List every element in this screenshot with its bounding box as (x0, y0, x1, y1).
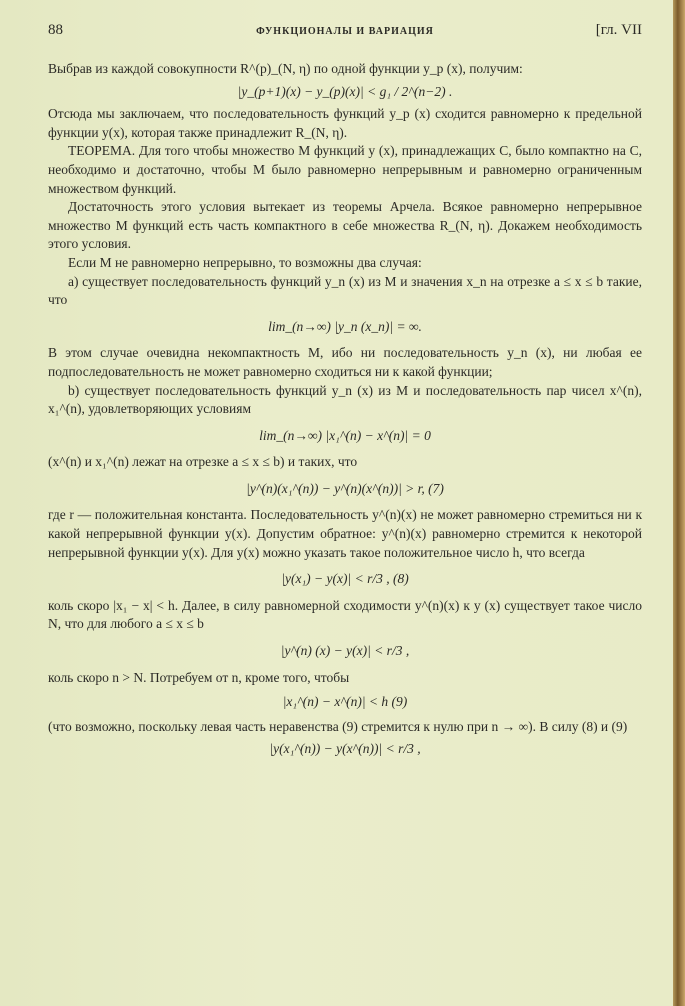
paragraph: В этом случае очевидна некомпактность M, ибо ни последовательность y_n (x), ни любая ее подпоследовательность не может равномерно сходиться ни к какой функции; (48, 345, 642, 379)
page-number: 88 (48, 22, 63, 38)
formula-7: |y^(n)(x₁^(n)) − y^(n)(x^(n))| > r, (7) (246, 480, 444, 496)
paragraph: (x^(n) и x₁^(n) лежат на отрезке a ≤ x ≤ b) и таких, что (48, 454, 358, 470)
paragraph: Выбрав из каждой совокупности R^(p)_(N, η) по одной функции y_p (x), получим: (48, 61, 523, 76)
paragraph: (что возможно, поскольку левая часть неравенства (9) стремится к нулю при n → ∞). В силу (8) и (9) (48, 718, 628, 734)
running-title: ФУНКЦИОНАЛЫ И ВАРИАЦИЯ (256, 26, 434, 37)
page-edge (673, 0, 685, 1006)
page-body (48, 60, 642, 763)
paragraph: Отсюда мы заключаем, что последовательность функций y_p (x) сходится равномерно к предельной функции y(x), которая также принадлежит R_(N, η). (48, 106, 642, 140)
page-header (48, 22, 642, 44)
formula: lim_(n→∞) |x₁^(n) − x^(n)| = 0 (259, 427, 431, 443)
chapter-label: [гл. VII (595, 22, 642, 38)
theorem: ТЕОРЕМА. Для того чтобы множество M функций y (x), принадлежащих C, было компактно на C, необходимо и достаточно, чтобы M было равномерно непрерывным и равномерно ограниченным множеством функций. (48, 143, 642, 196)
paragraph: Достаточность этого условия вытекает из теоремы Арчела. Всякое равномерно непрерывное множество M функций есть часть компактного в себе множества R_(N, η). Докажем необходимость этого условия. (48, 199, 642, 252)
formula: |y(x₁^(n)) − y(x^(n))| < r/3 , (269, 741, 421, 757)
paragraph: где r — положительная константа. Последовательность y^(n)(x) не может равномерно стремиться ни к какой непрерывной функции y(x). Допустим обратное: y^(n)(x) равномерно стремится к некоторой непрерывной функции y(x). Для y(x) можно указать такое положительное число h, что всегда (48, 507, 642, 560)
formula-8: |y(x₁) − y(x)| < r/3 , (8) (281, 571, 409, 587)
paragraph: коль скоро n > N. Потребуем от n, кроме того, чтобы (48, 669, 350, 685)
case-b: b) существует последовательность функций y_n (x) из M и последовательность пар чисел x^(n), x₁^(n), удовлетворяющих условиям (48, 382, 642, 417)
formula: |y_(p+1)(x) − y_(p)(x)| < g₁ / 2^(n−2) . (237, 83, 453, 99)
paragraph: коль скоро |x₁ − x| < h. Далее, в силу равномерной сходимости y^(n)(x) к y (x) существует такое число N, что для любого a ≤ x ≤ b (48, 597, 642, 632)
paragraph: Если M не равномерно непрерывно, то возможны два случая: (68, 254, 422, 270)
case-a: a) существует последовательность функций y_n (x) из M и значения x_n на отрезке a ≤ x ≤ b такие, что (48, 273, 642, 308)
formula: |y^(n) (x) − y(x)| < r/3 , (280, 643, 410, 659)
formula-9: |x₁^(n) − x^(n)| < h (9) (282, 694, 408, 710)
formula: lim_(n→∞) |y_n (x_n)| = ∞. (268, 318, 422, 334)
